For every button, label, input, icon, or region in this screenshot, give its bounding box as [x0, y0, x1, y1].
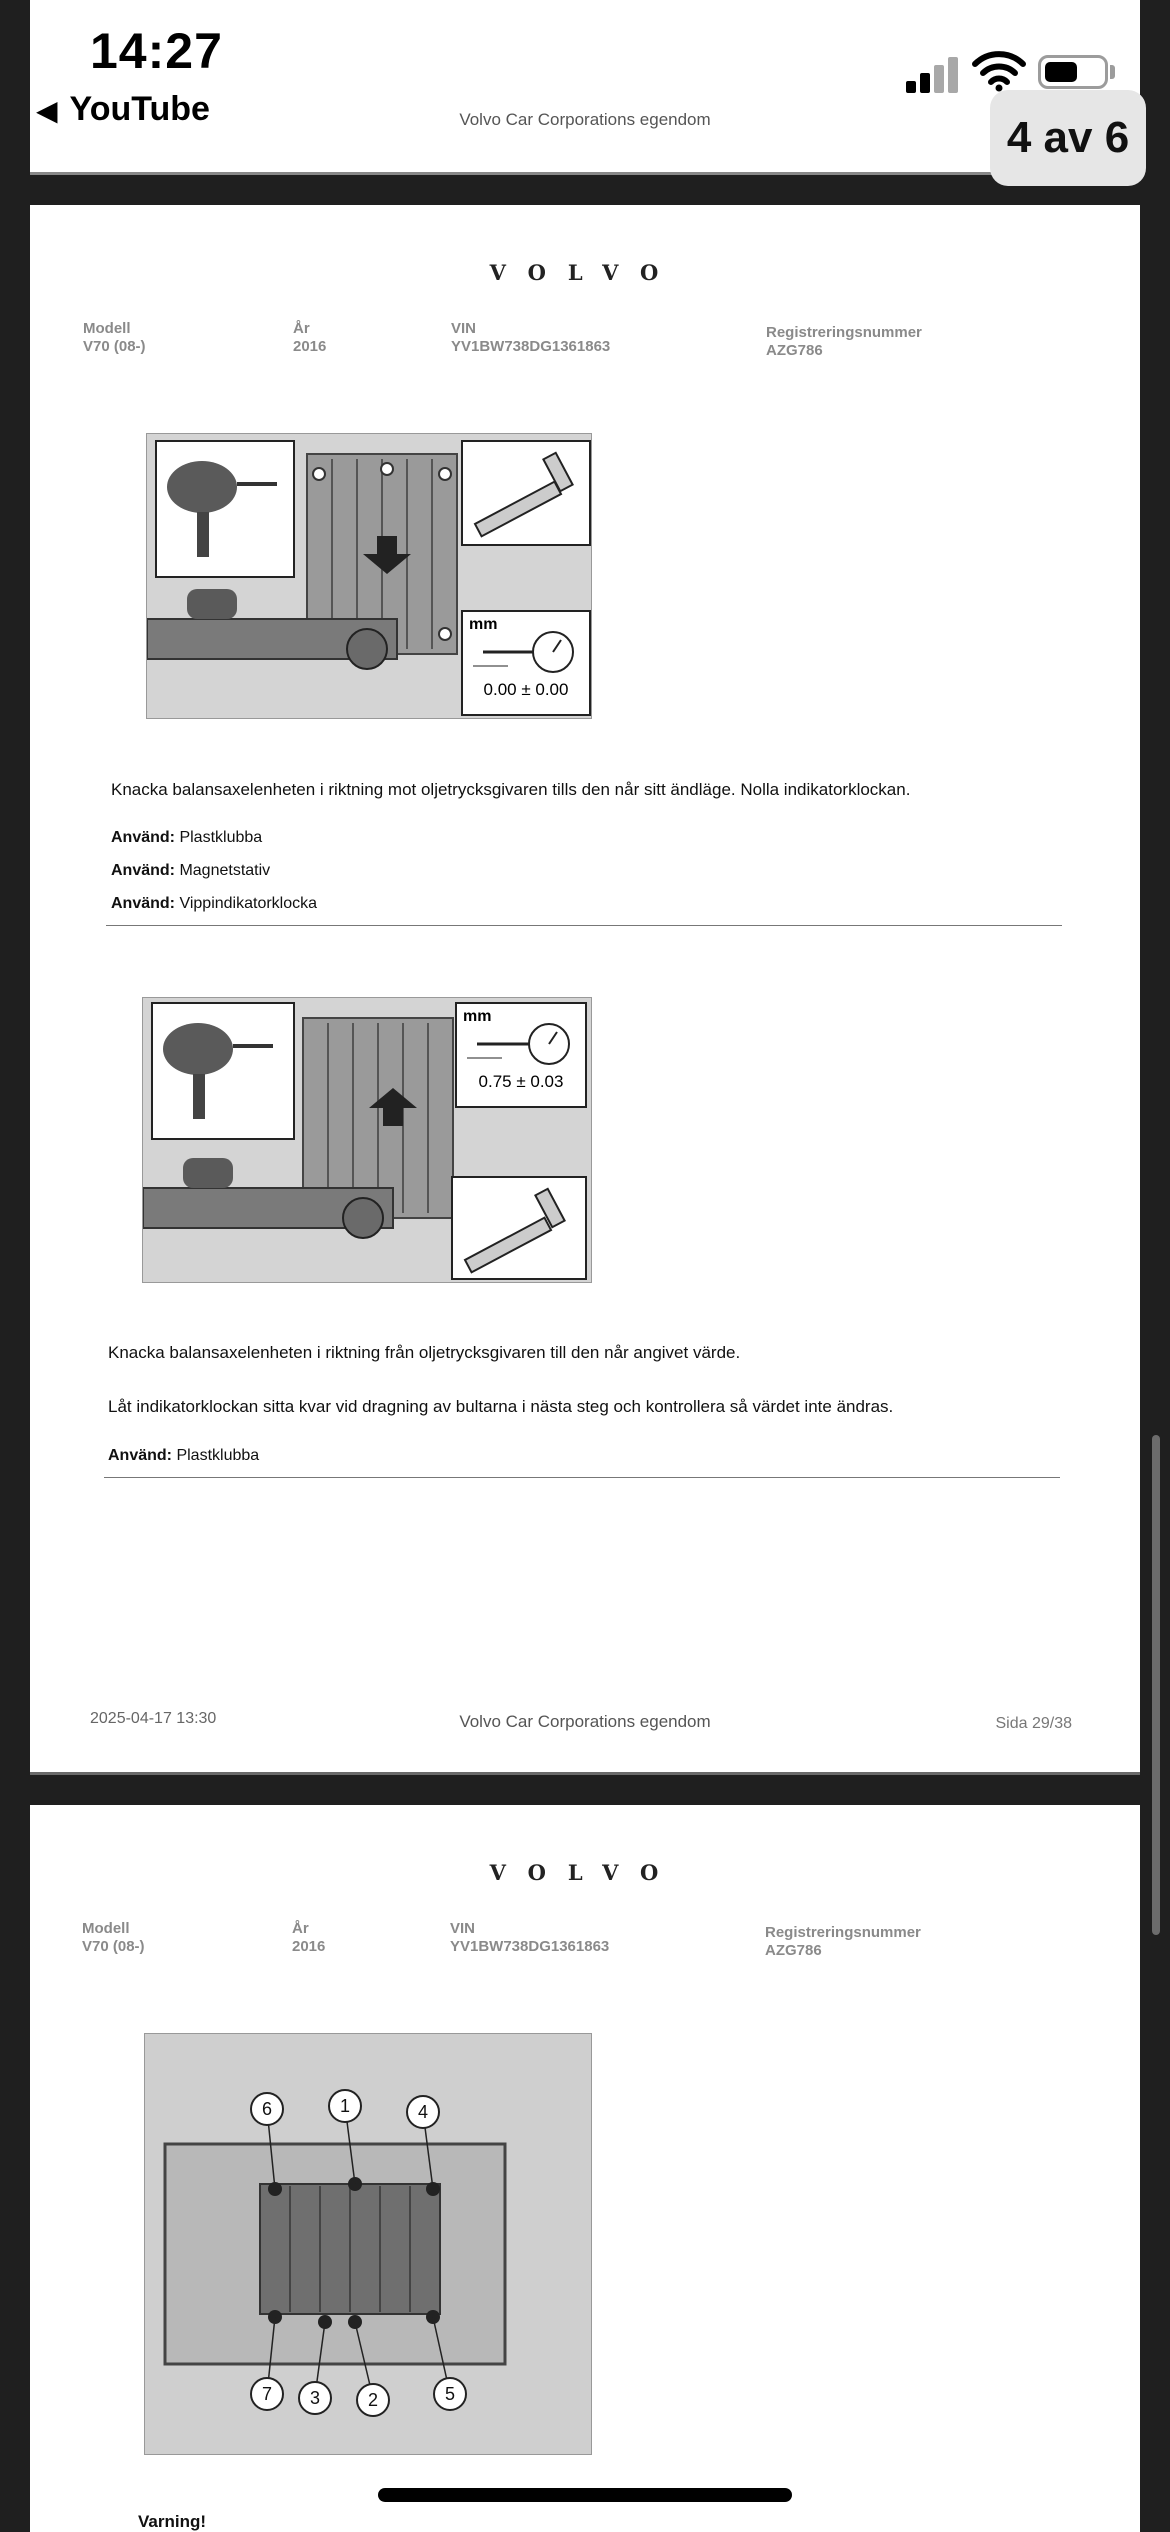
step2-instruction-2: Låt indikatorklockan sitta kvar vid dragning av bultarna i nästa steg och kontrollera så värdet inte ändras. [108, 1397, 894, 1416]
meta-vin-value: YV1BW738DG1361863 [451, 338, 611, 355]
gauge-unit: mm [469, 616, 498, 633]
figure-bolt-order [144, 2033, 592, 2455]
bolt-number-4: 4 [417, 2102, 429, 2122]
inset-hammer-tool-2 [451, 1176, 587, 1280]
meta-vin [451, 320, 610, 356]
next-meta-model-label: Modell [82, 1920, 130, 1937]
page-counter-badge: 4 av 6 [990, 90, 1146, 186]
bolt-number-2: 2 [367, 2390, 379, 2410]
next-meta-reg-value: AZG786 [765, 1942, 822, 1959]
meta-reg-label: Registreringsnummer [766, 324, 922, 341]
meta-year-value: 2016 [293, 338, 327, 355]
volvo-logo: VOLVO [489, 260, 681, 285]
step1-use-1: Använd: Plastklubba [111, 829, 263, 846]
bolt-number-3: 3 [309, 2388, 321, 2408]
pdf-page-next [30, 1805, 1140, 2532]
next-meta-year-value: 2016 [292, 1938, 326, 1955]
back-arrow-icon: ◀ [36, 95, 58, 126]
cellular-signal-icon [906, 55, 958, 93]
inset-dial-gauge-2 [455, 1002, 587, 1108]
inset-mallet-tool-2 [151, 1002, 295, 1140]
back-to-app-button[interactable] [36, 90, 210, 129]
volvo-logo-next: VOLVO [489, 1860, 681, 1885]
bolt-number-1: 1 [339, 2096, 351, 2116]
step1-divider [106, 925, 1062, 926]
status-time: 14:27 [90, 23, 223, 79]
inset-dial-gauge [461, 610, 591, 716]
bolt-tightening-illustration [145, 2034, 591, 2454]
footer-center: Volvo Car Corporations egendom [459, 1712, 711, 1731]
scrollbar[interactable] [1152, 1435, 1160, 1935]
next-meta-vin [450, 1920, 609, 1956]
inset-hammer-tool [461, 440, 591, 546]
step2-use-1: Använd: Plastklubba [108, 1447, 260, 1464]
next-meta-model [82, 1920, 145, 1956]
step2-instruction-1: Knacka balansaxelenheten i riktning från oljetrycksgivaren till den når angivet värde. [108, 1343, 741, 1362]
wifi-icon [972, 50, 1026, 92]
next-meta-year [292, 1920, 325, 1956]
meta-vin-label: VIN [451, 320, 477, 337]
battery-icon [1038, 55, 1108, 89]
footer-page-number: Sida 29/38 [995, 1715, 1072, 1732]
next-meta-reg [765, 1924, 921, 1960]
meta-model-value: V70 (08-) [83, 338, 146, 355]
bolt-number-7: 7 [261, 2384, 273, 2404]
inset-mallet-tool [155, 440, 295, 578]
battery-cap [1110, 65, 1115, 79]
next-meta-model-value: V70 (08-) [82, 1938, 145, 1955]
next-meta-vin-label: VIN [450, 1920, 476, 1937]
step1-use-2: Använd: Magnetstativ [111, 862, 271, 879]
figure-step1-engine [146, 433, 592, 719]
home-indicator[interactable] [378, 2488, 792, 2502]
meta-reg [766, 324, 922, 360]
next-meta-vin-value: YV1BW738DG1361863 [450, 1938, 610, 1955]
gauge-value: 0.00 ± 0.00 [483, 680, 569, 699]
gauge-unit-2: mm [463, 1008, 492, 1025]
warning-heading: Varning! [138, 2512, 207, 2531]
meta-model-label: Modell [83, 320, 131, 337]
back-app-label: YouTube [69, 90, 210, 128]
next-meta-reg-label: Registreringsnummer [765, 1924, 921, 1941]
meta-model [83, 320, 146, 356]
figure-step2-engine [142, 997, 592, 1283]
meta-reg-value: AZG786 [766, 342, 823, 359]
meta-year-label: År [293, 320, 310, 337]
bolt-number-5: 5 [444, 2384, 456, 2404]
step2-divider [104, 1477, 1060, 1478]
step1-instruction: Knacka balansaxelenheten i riktning mot oljetrycksgivaren tills den når sitt ändläge. Nolla indikatorklockan. [111, 780, 911, 799]
bolt-number-6: 6 [261, 2099, 273, 2119]
pdf-page-current [30, 205, 1140, 1775]
next-meta-year-label: År [292, 1920, 309, 1937]
page-separator [30, 1772, 1140, 1775]
meta-year [293, 320, 326, 356]
prev-page-footer: Volvo Car Corporations egendom [459, 110, 711, 129]
footer-timestamp: 2025-04-17 13:30 [90, 1710, 217, 1727]
step1-use-3: Använd: Vippindikatorklocka [111, 895, 318, 912]
gauge-value-2: 0.75 ± 0.03 [478, 1072, 564, 1091]
